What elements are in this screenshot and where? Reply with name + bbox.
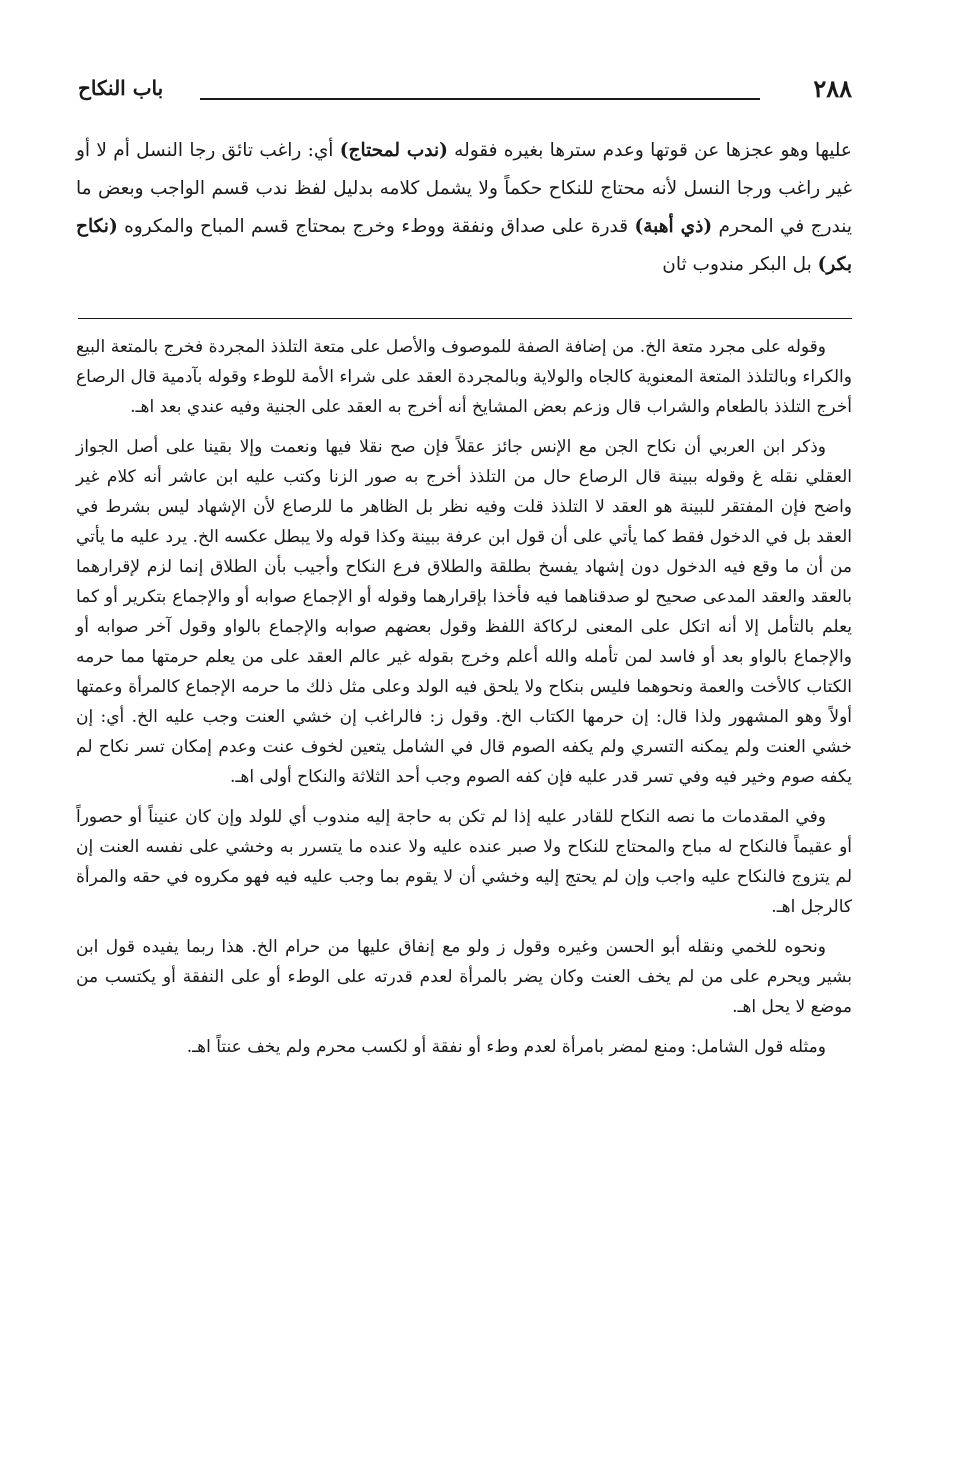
footnote-separator (78, 318, 852, 319)
footnote-paragraph: ونحوه للخمي ونقله أبو الحسن وغيره وقول ز ولو مع إنفاق عليها من حرام الخ. هذا ربما يفيده قول ابن بشير ويحرم على من لم يخف العنت وكان يضر بالمرأة لعدم قدرته على الوطء أو على النفقة أو يكتسب من موضع لا يحل اهـ. (76, 937, 852, 1017)
bold-term: (ذي أهبة) (634, 216, 713, 237)
footnote-paragraph: ومثله قول الشامل: ومنع لمضر بامرأة لعدم وطء أو نفقة أو لكسب محرم ولم يخف عنتاً اهـ. (186, 1037, 826, 1057)
main-text-segment: عليها وهو عجزها عن قوتها وعدم سترها بغيره فقوله (447, 140, 852, 161)
bold-term: (ندب لمحتاج) (339, 140, 448, 161)
footnotes (76, 332, 852, 1072)
page-header (78, 74, 852, 114)
footnote-paragraph: وقوله على مجرد متعة الخ. من إضافة الصفة للموصوف والأصل على متعة التلذذ المجردة فخرج بالمتعة البيع والكراء وبالتلذذ المتعة المعنوية كالجاه والولاية وبالمجردة العقد على شراء الأمة للوطء وقوله بآدمية قال الرصاع أخرج التلذذ بالطعام والشراب قال وزعم بعض المشايخ أنه أخرج به العقد على الجنية وفيه عندي بعد اهـ. (76, 337, 852, 417)
bold-term: (نكاح بكر) (76, 216, 852, 275)
main-text-segment: أي: راغب تائق رجا النسل أم لا أو غير راغب ورجا النسل لأنه محتاج للنكاح حكماً ولا يشمل كلامه بدليل لفظ ندب قسم الواجب وبعض ما يندرج في المحرم (76, 140, 852, 237)
footnote-paragraph: وفي المقدمات ما نصه النكاح للقادر عليه إذا لم تكن به حاجة إليه مندوب أي للولد وإن كان عنيناً أو حصوراً أو عقيماً فالنكاح له مباح والمحتاج للنكاح ولا صبر عنده عليه ولا عنده ما يتسرر به وخشي على نفسه العنت إن لم يتزوج فالنكاح عليه واجب وإن لم يحتج إليه وخشي أن لا يقوم بما وجب عليه فيه فهو مكروه في حقه والمرأة كالرجل اهـ. (76, 807, 853, 917)
footnote-paragraph: وذكر ابن العربي أن نكاح الجن مع الإنس جائز عقلاً فإن صح نقلا فيها ونعمت وإلا بقينا على أصل الجواز العقلي نقله غ وقوله ببينة قال الرصاع حال من التلذذ أخرج به صور الزنا وكتب عليه ابن عاشر أنه كلام غير واضح فإن المفتقر للبينة هو العقد لا التلذذ قلت وفيه نظر بل الظاهر ما للرصاع لأن الإشهاد ليس بشرط في العقد بل في الدخول فقط كما يأتي على أن قول ابن عرفة ببينة وكذا قوله ولا يبطل عكسه الخ. يرد عليه ما يأتي من أن ما وقع فيه الدخول دون إشهاد يفسخ بطلقة والطلاق فرع النكاح وأجيب بأن الطلاق إنما لزم لإقرارهما بالعقد والعقد المدعى صحيح لو صدقناهما فيه فأخذا بإقرارهما وقوله أو الإجماع صوابه أو والإجماع بتكرير أو كما يعلم بالتأمل إلا أنه اتكل على المعنى لركاكة اللفظ وقول بعضهم صوابه والإجماع بالواو وقول آخر صوابه أو والإجماع بالواو بعد أو فاسد لمن تأمله والله أعلم وخرج بقوله غير عالم العقد على من يعلم حرمتها مما حرمه الكتاب كالأخت والعمة ونحوهما فليس بنكاح ولا يلحق فيه الولد وعلى مثل ذلك ما حرمه الإجماع كالمرأة وعمتها أولاً وهو المشهور ولذا قال: إن حرمها الكتاب الخ. وقول ز: فالراغب إن خشي العنت وجب عليه الخ. أي: إن خشي العنت ولم يمكنه التسري ولم يكفه الصوم قال في الشامل يتعين لخوف عنت وعدم إمكان تسر نكاح لم يكفه صوم وخير فيه وفي تسر قدر عليه فإن كفه الصوم وجب أحد الثلاثة والنكاح أولى اهـ. (76, 437, 852, 787)
main-text (76, 132, 852, 284)
header-rule (200, 98, 760, 100)
chapter-title: باب النكاح (78, 76, 164, 100)
main-text-segment: قدرة على صداق ونفقة ووطء وخرج بمحتاج قسم المباح والمكروه (117, 216, 635, 237)
page-number: ٢٨٨ (813, 74, 852, 103)
main-text-segment: بل البكر مندوب ثان (662, 254, 818, 275)
